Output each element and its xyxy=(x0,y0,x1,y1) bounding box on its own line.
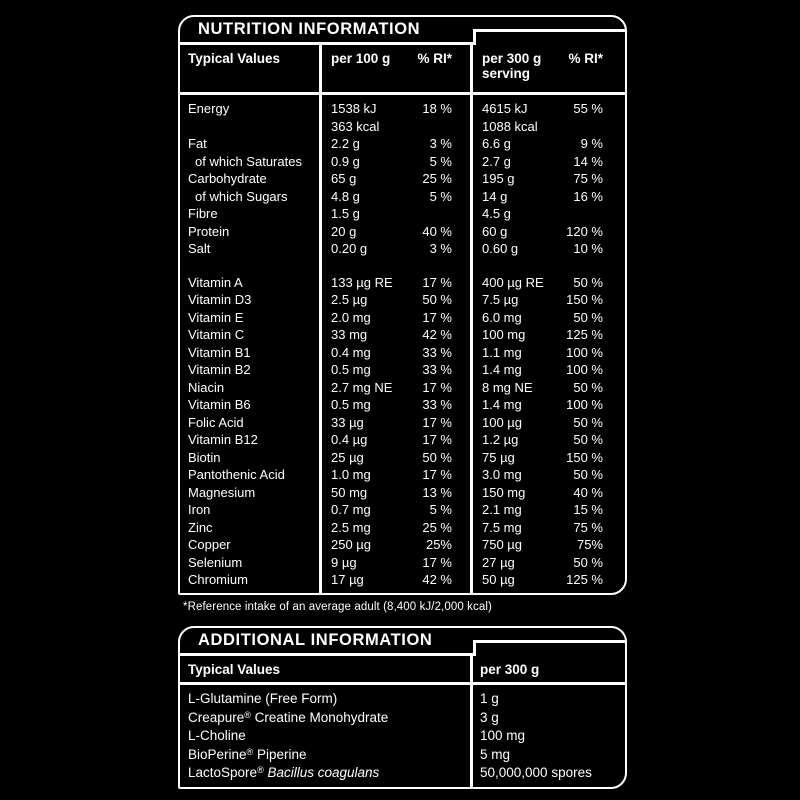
row-label: Iron xyxy=(188,502,211,517)
row-label: Vitamin B12 xyxy=(188,432,258,447)
table-row xyxy=(180,414,625,432)
ri-percent: 25 % xyxy=(422,171,452,186)
row-label: Carbohydrate xyxy=(188,171,267,186)
row-values xyxy=(470,240,625,258)
table-row xyxy=(180,466,625,484)
amount-value: 50 µg xyxy=(482,572,515,587)
row-label: Magnesium xyxy=(188,484,256,500)
header-rule xyxy=(473,17,625,32)
amount-value: 1.1 mg xyxy=(482,344,522,360)
table-row xyxy=(180,501,625,519)
table-row xyxy=(180,223,625,241)
row-values xyxy=(319,571,470,589)
amount-value: 0.60 g xyxy=(482,241,519,256)
table-row xyxy=(180,764,625,783)
ri-percent: 50 % xyxy=(573,414,603,430)
row-values xyxy=(470,326,625,344)
ri-percent: 5 % xyxy=(429,502,452,517)
row-label: of which Saturates xyxy=(195,153,302,169)
per-100g-label: per 100 g xyxy=(331,51,391,66)
section-spacer xyxy=(180,258,625,274)
ri-percent: 5 % xyxy=(429,188,452,204)
row-values xyxy=(319,291,470,309)
additional-header xyxy=(180,628,625,656)
amount-value: 100 µg xyxy=(482,414,523,430)
row-label: Vitamin B2 xyxy=(188,362,251,377)
row-label: L-Choline xyxy=(188,728,246,743)
amount-value: 75 µg xyxy=(482,449,515,465)
ri-percent: 40 % xyxy=(422,223,452,239)
amount-value: 1.4 mg xyxy=(482,362,522,377)
amount-value: 60 g xyxy=(482,223,508,239)
additional-title: ADDITIONAL INFORMATION xyxy=(180,628,473,656)
column-per-300g xyxy=(470,45,625,92)
nutrition-column-headers xyxy=(180,45,625,95)
row-label: Energy xyxy=(188,101,230,116)
per-300g-label: per 300 g serving xyxy=(482,51,542,81)
ri-percent: 150 % xyxy=(566,449,603,465)
nutrition-rows xyxy=(180,95,625,593)
ri-percent: 10 % xyxy=(573,241,603,256)
row-values xyxy=(319,223,470,241)
amount-value: 1.4 mg xyxy=(482,397,522,412)
row-label: Salt xyxy=(188,241,211,256)
row-label: Vitamin D3 xyxy=(188,292,252,307)
registered-trademark-symbol: ® xyxy=(246,746,254,757)
ri-percent: 75 % xyxy=(573,519,603,535)
row-values xyxy=(470,554,625,572)
amount-value: 750 µg xyxy=(482,537,523,552)
amount-value: 2.5 mg xyxy=(331,519,371,535)
row-label: Pantothenic Acid xyxy=(188,467,285,482)
row-label: Niacin xyxy=(188,379,225,395)
ri-percent: 75% xyxy=(576,537,603,552)
ri-percent: 33 % xyxy=(422,397,452,412)
ri-percent: 25% xyxy=(425,537,452,552)
row-label: Fat xyxy=(188,136,207,151)
row-label: Vitamin E xyxy=(188,309,244,325)
row-values xyxy=(470,205,625,223)
row-values xyxy=(470,223,625,241)
ri-percent: 50 % xyxy=(573,379,603,395)
additional-information-table xyxy=(178,626,627,789)
row-values xyxy=(319,274,470,292)
amount-value: 2.5 µg xyxy=(331,292,368,307)
row-values xyxy=(319,135,470,153)
table-row xyxy=(180,709,625,728)
table-row xyxy=(180,449,625,467)
row-label xyxy=(180,118,319,136)
table-row xyxy=(180,571,625,589)
table-row xyxy=(180,153,625,171)
ri-percent: 17 % xyxy=(422,414,452,430)
row-values xyxy=(319,361,470,379)
table-row xyxy=(180,118,625,136)
row-values xyxy=(319,344,470,362)
amount-value: 20 g xyxy=(331,223,357,239)
ri-percent: 100 % xyxy=(566,344,603,360)
ri-percent: 50 % xyxy=(573,432,603,447)
row-values xyxy=(470,466,625,484)
table-row xyxy=(180,100,625,118)
amount-value: 133 µg RE xyxy=(331,274,393,290)
table-row xyxy=(180,309,625,327)
ri-percent: 17 % xyxy=(422,309,452,325)
ri-percent: 33 % xyxy=(422,344,452,360)
row-values xyxy=(319,396,470,414)
table-row xyxy=(180,396,625,414)
amount-value: 2.1 mg xyxy=(482,502,522,517)
amount-value: 1538 kJ xyxy=(331,101,377,116)
ri-percent: 3 % xyxy=(429,241,452,256)
row-label: LactoSpore® Bacillus coagulans xyxy=(188,765,380,780)
table-row xyxy=(180,379,625,397)
amount-value: 6.6 g xyxy=(482,136,511,151)
amount-value: 0.4 µg xyxy=(331,432,368,447)
amount-value: 33 µg xyxy=(331,414,364,430)
amount-value: 0.4 mg xyxy=(331,344,371,360)
amount-value: 0.9 g xyxy=(331,153,360,169)
amount-value: 1 g xyxy=(480,691,499,706)
ri-percent: 9 % xyxy=(580,136,603,151)
row-values xyxy=(470,135,625,153)
amount-value: 8 mg NE xyxy=(482,379,533,395)
amount-value: 100 mg xyxy=(482,327,526,342)
column-per-300g: per 300 g xyxy=(480,662,540,677)
table-row xyxy=(180,170,625,188)
ri-300g-label: % RI* xyxy=(568,51,603,66)
registered-trademark-symbol: ® xyxy=(257,765,264,775)
row-label: Folic Acid xyxy=(188,414,244,430)
amount-value: 0.5 mg xyxy=(331,362,371,377)
row-values xyxy=(319,153,470,171)
amount-value: 3 g xyxy=(480,709,499,725)
amount-value: 50,000,000 spores xyxy=(480,765,592,780)
amount-value: 65 g xyxy=(331,171,357,186)
amount-value: 2.0 mg xyxy=(331,309,371,325)
row-label: Creapure® Creatine Monohydrate xyxy=(188,709,389,725)
table-row xyxy=(180,690,625,709)
row-values xyxy=(319,100,470,118)
amount-value: 1.5 g xyxy=(331,206,360,221)
ri-percent: 50 % xyxy=(422,292,452,307)
row-values xyxy=(319,431,470,449)
row-values xyxy=(470,100,625,118)
row-values xyxy=(470,309,625,327)
ri-percent: 17 % xyxy=(422,379,452,395)
ri-100g-label: % RI* xyxy=(417,51,452,66)
row-values xyxy=(319,536,470,554)
table-row xyxy=(180,484,625,502)
row-values xyxy=(319,118,470,136)
table-row xyxy=(180,240,625,258)
row-label: Chromium xyxy=(188,572,248,587)
row-values xyxy=(319,326,470,344)
row-label: Biotin xyxy=(188,449,221,465)
additional-column-headers xyxy=(180,656,625,685)
table-row xyxy=(180,554,625,572)
row-values xyxy=(319,240,470,258)
table-row xyxy=(180,746,625,765)
amount-value: 2.7 mg NE xyxy=(331,379,393,395)
amount-value: 33 mg xyxy=(331,327,368,342)
amount-value: 17 µg xyxy=(331,572,364,587)
row-values xyxy=(470,536,625,554)
row-label: Fibre xyxy=(188,206,218,221)
row-values xyxy=(319,379,470,397)
row-label: Protein xyxy=(188,223,230,239)
table-row xyxy=(180,291,625,309)
column-typical-values: Typical Values xyxy=(188,51,281,66)
ri-percent: 100 % xyxy=(566,397,603,412)
ri-percent: 17 % xyxy=(422,554,452,570)
row-label: Vitamin B1 xyxy=(188,344,251,360)
nutrition-title: NUTRITION INFORMATION xyxy=(180,17,473,45)
amount-value: 0.7 mg xyxy=(331,502,371,517)
amount-value: 363 kcal xyxy=(331,118,380,134)
row-values xyxy=(470,118,625,136)
registered-trademark-symbol: ® xyxy=(244,709,251,720)
ri-percent: 55 % xyxy=(573,101,603,116)
amount-value: 5 mg xyxy=(480,746,511,762)
table-row xyxy=(180,344,625,362)
row-label: L-Glutamine (Free Form) xyxy=(188,691,338,706)
row-values xyxy=(470,519,625,537)
column-divider xyxy=(470,656,473,787)
ri-percent: 50 % xyxy=(573,309,603,325)
amount-value: 250 µg xyxy=(331,537,372,552)
amount-value: 4.5 g xyxy=(482,206,511,221)
ri-percent: 13 % xyxy=(422,484,452,500)
row-values xyxy=(470,396,625,414)
table-row xyxy=(180,188,625,206)
amount-value: 50 mg xyxy=(331,484,368,500)
amount-value: 0.20 g xyxy=(331,241,368,256)
ri-percent: 40 % xyxy=(573,484,603,500)
ri-percent: 17 % xyxy=(422,274,452,290)
row-values xyxy=(319,414,470,432)
amount-value: 2.7 g xyxy=(482,153,511,169)
nutrition-information-table xyxy=(178,15,627,595)
row-values xyxy=(470,414,625,432)
table-row xyxy=(180,135,625,153)
row-values xyxy=(470,274,625,292)
table-row xyxy=(180,361,625,379)
row-values xyxy=(319,484,470,502)
row-values xyxy=(470,431,625,449)
row-label: Vitamin A xyxy=(188,274,243,290)
ri-percent: 100 % xyxy=(566,362,603,377)
additional-rows xyxy=(180,685,625,787)
ri-percent: 16 % xyxy=(573,188,603,204)
ri-percent: 3 % xyxy=(429,136,452,151)
column-per-100g xyxy=(319,45,470,92)
amount-value: 0.5 mg xyxy=(331,397,371,412)
amount-value: 100 mg xyxy=(480,728,526,743)
row-values xyxy=(470,188,625,206)
row-values xyxy=(319,519,470,537)
row-values xyxy=(319,501,470,519)
ri-percent: 50 % xyxy=(573,554,603,570)
row-values xyxy=(319,466,470,484)
amount-value: 1.0 mg xyxy=(331,467,371,482)
row-label: Vitamin B6 xyxy=(188,397,251,412)
table-row xyxy=(180,519,625,537)
ri-percent: 17 % xyxy=(422,432,452,447)
ri-percent: 25 % xyxy=(422,519,452,535)
amount-value: 4.8 g xyxy=(331,188,360,204)
row-values xyxy=(470,344,625,362)
amount-value: 195 g xyxy=(482,171,515,186)
ri-percent: 125 % xyxy=(566,327,603,342)
amount-value: 1.2 µg xyxy=(482,432,519,447)
ri-percent: 5 % xyxy=(429,153,452,169)
row-values xyxy=(319,188,470,206)
row-label: Selenium xyxy=(188,554,243,570)
ri-percent: 125 % xyxy=(566,572,603,587)
row-values xyxy=(470,170,625,188)
row-values xyxy=(470,449,625,467)
ri-percent: 120 % xyxy=(566,223,603,239)
nutrition-header xyxy=(180,17,625,45)
row-values xyxy=(319,554,470,572)
row-values xyxy=(470,361,625,379)
amount-value: 6.0 mg xyxy=(482,309,522,325)
amount-value: 3.0 mg xyxy=(482,467,522,482)
amount-value: 7.5 µg xyxy=(482,292,519,307)
table-row xyxy=(180,536,625,554)
row-values xyxy=(470,484,625,502)
ri-percent: 42 % xyxy=(422,327,452,342)
ri-percent: 50 % xyxy=(573,274,603,290)
row-values xyxy=(470,153,625,171)
amount-value: 4615 kJ xyxy=(482,101,528,116)
row-values xyxy=(470,291,625,309)
ri-percent: 17 % xyxy=(422,467,452,482)
row-values xyxy=(319,205,470,223)
ri-percent: 75 % xyxy=(573,171,603,186)
column-typical-values: Typical Values xyxy=(188,662,281,677)
column-divider xyxy=(319,45,322,593)
ri-percent: 18 % xyxy=(422,101,452,116)
row-label: Vitamin C xyxy=(188,327,245,342)
row-values xyxy=(470,571,625,589)
ri-percent: 15 % xyxy=(573,502,603,517)
ri-percent: 50 % xyxy=(422,449,452,465)
row-values xyxy=(470,501,625,519)
table-row xyxy=(180,205,625,223)
row-values xyxy=(319,309,470,327)
table-row xyxy=(180,727,625,746)
amount-value: 9 µg xyxy=(331,554,357,570)
header-rule xyxy=(473,628,625,643)
amount-value: 14 g xyxy=(482,188,508,204)
row-label: Copper xyxy=(188,537,231,552)
column-divider xyxy=(470,45,473,593)
row-label: Zinc xyxy=(188,519,213,535)
ri-percent: 150 % xyxy=(566,292,603,307)
amount-value: 400 µg RE xyxy=(482,274,544,290)
table-row xyxy=(180,326,625,344)
amount-value: 25 µg xyxy=(331,449,364,465)
row-label: BioPerine® Piperine xyxy=(188,746,307,762)
reference-intake-footnote: *Reference intake of an average adult (8,400 kJ/2,000 kcal) xyxy=(183,601,492,613)
amount-value: 2.2 g xyxy=(331,136,360,151)
ri-percent: 42 % xyxy=(422,572,452,587)
table-row xyxy=(180,274,625,292)
row-values xyxy=(319,449,470,467)
amount-value: 27 µg xyxy=(482,554,515,570)
ri-percent: 33 % xyxy=(422,362,452,377)
ri-percent: 14 % xyxy=(573,153,603,169)
amount-value: 150 mg xyxy=(482,484,526,500)
ri-percent: 50 % xyxy=(573,467,603,482)
row-values xyxy=(319,170,470,188)
row-values xyxy=(470,379,625,397)
row-label: of which Sugars xyxy=(195,188,288,204)
amount-value: 7.5 mg xyxy=(482,519,522,535)
amount-value: 1088 kcal xyxy=(482,118,538,134)
table-row xyxy=(180,431,625,449)
